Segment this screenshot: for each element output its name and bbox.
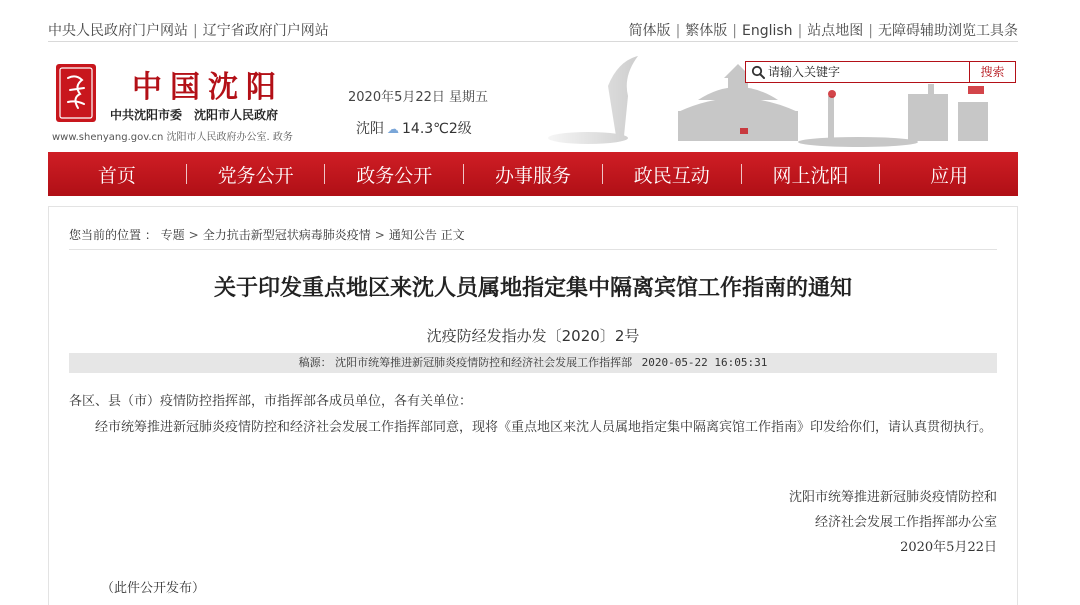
site-title: 中国沈阳 — [132, 70, 284, 105]
signature-line: 经济社会发展工作指挥部办公室 — [814, 515, 997, 530]
cloudy-icon: ☁ — [387, 122, 399, 136]
article-paragraph: 经市统筹推进新冠肺炎疫情防控和经济社会发展工作指挥部同意，现将《重点地区来沈人员属地指定集中隔离宾馆工作指南》印发给你们，请认真贯彻执行。 — [95, 420, 993, 435]
article-meta-bar — [69, 353, 997, 373]
link-english[interactable]: English — [742, 23, 793, 39]
breadcrumb-covid-topic[interactable]: 全力抗击新型冠状病毒肺炎疫情 — [202, 228, 371, 242]
source-label: 稿源： — [298, 356, 332, 369]
search-input[interactable] — [768, 63, 968, 81]
breadcrumb: 您当前的位置 ： 专题 > 全力抗击新型冠状病毒肺炎疫情 > 通知公告 正文 — [69, 228, 465, 242]
weather-widget — [356, 118, 472, 138]
search-icon — [751, 65, 765, 79]
nav-services[interactable]: 办事服务 — [495, 164, 572, 187]
signature-block — [789, 485, 997, 560]
breadcrumb-prefix: 您当前的位置 ： — [69, 228, 157, 242]
divider — [69, 249, 997, 250]
link-traditional[interactable]: 繁体版 — [685, 23, 728, 39]
salutation: 各区、县（市）疫情防控指挥部，市指挥部各成员单位，各有关单位： — [69, 394, 473, 409]
breadcrumb-notices[interactable]: 通知公告 — [388, 228, 437, 242]
nav-home[interactable]: 首页 — [97, 164, 136, 187]
utility-links: 简体版 | 繁体版 | English | 站点地图 | 无障碍辅助浏览工具条 — [628, 23, 1018, 39]
nav-government-affairs[interactable]: 政务公开 — [356, 164, 433, 187]
article-body — [69, 389, 999, 441]
signature-line: 沈阳市统筹推进新冠肺炎疫情防控和 — [788, 490, 997, 505]
link-liaoning-portal[interactable]: 辽宁省政府门户网站 — [202, 23, 329, 39]
weather-text: 14.3℃2级 — [402, 121, 472, 137]
current-date: 2020年5月22日 星期五 — [348, 90, 489, 105]
article-source: 沈阳市统筹推进新冠肺炎疫情防控和经济社会发展工作指挥部 — [335, 356, 633, 369]
nav-apps[interactable]: 应用 — [930, 164, 969, 187]
weather-city: 沈阳 — [356, 121, 384, 137]
link-sitemap[interactable]: 站点地图 — [807, 23, 864, 39]
link-accessibility-toolbar[interactable]: 无障碍辅助浏览工具条 — [878, 23, 1018, 39]
top-links-bar — [48, 18, 1018, 42]
nav-online-shenyang[interactable]: 网上沈阳 — [772, 164, 849, 187]
article-container — [48, 206, 1018, 605]
search-button[interactable]: 搜索 — [969, 62, 1015, 82]
site-header — [48, 50, 1018, 150]
signature-date: 2020年5月22日 — [900, 540, 997, 555]
nav-party-affairs[interactable]: 党务公开 — [217, 164, 294, 187]
link-simplified[interactable]: 简体版 — [628, 23, 671, 39]
publish-time: 2020-05-22 16:05:31 — [641, 356, 768, 369]
article-title: 关于印发重点地区来沈人员属地指定集中隔离宾馆工作指南的通知 — [213, 276, 852, 301]
breadcrumb-topic[interactable]: 专题 — [160, 228, 185, 242]
nav-interaction[interactable]: 政民互动 — [633, 164, 710, 187]
portal-links: 中央人民政府门户网站 | 辽宁省政府门户网站 — [48, 23, 329, 39]
publication-note: （此件公开发布） — [101, 581, 206, 596]
breadcrumb-current: 正文 — [440, 228, 465, 242]
shenyang-seal-logo[interactable] — [56, 64, 96, 122]
site-search — [745, 61, 1016, 83]
site-url: www.shenyang.gov.cn 沈阳市人民政府办公室. 政务 — [52, 132, 293, 143]
site-subtitle: 中共沈阳市委 沈阳市人民政府 — [110, 108, 279, 122]
document-number: 沈疫防经发指办发〔2020〕2号 — [426, 327, 640, 345]
link-central-gov-portal[interactable]: 中央人民政府门户网站 — [48, 23, 188, 39]
main-nav — [48, 152, 1018, 196]
